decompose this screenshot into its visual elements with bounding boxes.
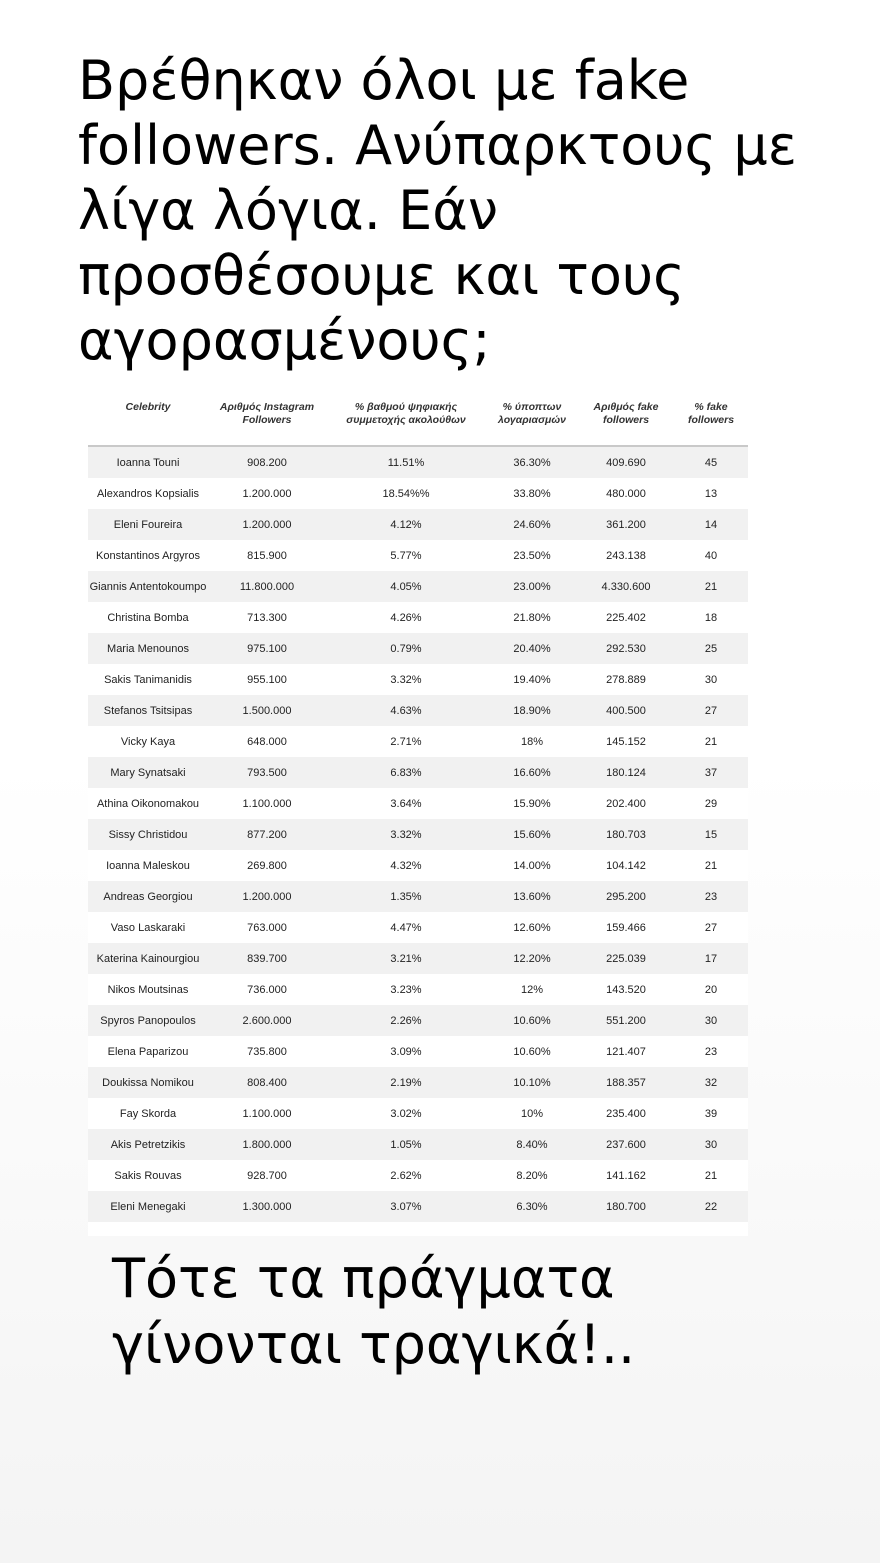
fake-percent-cell: 17: [674, 943, 748, 974]
engagement-cell: 4.63%: [326, 695, 486, 726]
suspicious-cell: 13.60%: [486, 881, 578, 912]
table-row: [88, 1191, 748, 1222]
fake-count-cell: 180.124: [578, 757, 674, 788]
celebrity-cell: Sakis Tanimanidis: [88, 664, 208, 695]
table-row: [88, 664, 748, 695]
suspicious-cell: 12%: [486, 974, 578, 1005]
table-row: [88, 571, 748, 602]
fake-count-cell: 361.200: [578, 509, 674, 540]
engagement-cell: 2.71%: [326, 726, 486, 757]
followers-cell: 975.100: [208, 633, 326, 664]
fake-count-cell: 121.407: [578, 1036, 674, 1067]
table-row: [88, 602, 748, 633]
table-row: [88, 974, 748, 1005]
celebrity-cell: Alexandros Kopsialis: [88, 478, 208, 509]
celebrity-cell: Eleni Menegaki: [88, 1191, 208, 1222]
engagement-cell: 1.35%: [326, 881, 486, 912]
fake-percent-cell: 45: [674, 446, 748, 478]
celebrity-cell: Ioanna Maleskou: [88, 850, 208, 881]
fake-count-cell: 295.200: [578, 881, 674, 912]
engagement-cell: 6.83%: [326, 757, 486, 788]
celebrity-cell: Maria Menounos: [88, 633, 208, 664]
fake-percent-cell: 20: [674, 974, 748, 1005]
header-suspicious-accounts: % ύποπτων λογαριασμών: [486, 398, 578, 446]
followers-cell: 1.300.000: [208, 1191, 326, 1222]
fake-percent-cell: 13: [674, 478, 748, 509]
fake-count-cell: 243.138: [578, 540, 674, 571]
fake-count-cell: 202.400: [578, 788, 674, 819]
engagement-cell: 3.02%: [326, 1098, 486, 1129]
suspicious-cell: 10.10%: [486, 1067, 578, 1098]
fake-count-cell: 278.889: [578, 664, 674, 695]
suspicious-cell: 16.60%: [486, 757, 578, 788]
table-row: [88, 757, 748, 788]
engagement-cell: 2.19%: [326, 1067, 486, 1098]
fake-count-cell: 159.466: [578, 912, 674, 943]
footer-text: Τότε τα πράγματα γίνονται τραγικά!..: [112, 1247, 636, 1376]
engagement-cell: 3.21%: [326, 943, 486, 974]
table-row: [88, 1129, 748, 1160]
table-row: [88, 1005, 748, 1036]
celebrity-cell: Christina Bomba: [88, 602, 208, 633]
header-engagement-rate: % βαθμού ψηφιακής συμμετοχής ακολούθων: [326, 398, 486, 446]
fake-count-cell: 180.703: [578, 819, 674, 850]
suspicious-cell: 10%: [486, 1098, 578, 1129]
suspicious-cell: 15.90%: [486, 788, 578, 819]
followers-cell: 11.800.000: [208, 571, 326, 602]
engagement-cell: 4.05%: [326, 571, 486, 602]
engagement-cell: 4.26%: [326, 602, 486, 633]
fake-percent-cell: 30: [674, 664, 748, 695]
fake-percent-cell: 40: [674, 540, 748, 571]
fake-count-cell: 480.000: [578, 478, 674, 509]
celebrity-cell: Elena Paparizou: [88, 1036, 208, 1067]
celebrity-cell: Athina Oikonomakou: [88, 788, 208, 819]
fake-count-cell: 237.600: [578, 1129, 674, 1160]
celebrity-cell: Giannis Antentokoumpo: [88, 571, 208, 602]
fake-percent-cell: 21: [674, 850, 748, 881]
engagement-cell: 3.23%: [326, 974, 486, 1005]
table-row: [88, 633, 748, 664]
suspicious-cell: 18.90%: [486, 695, 578, 726]
engagement-cell: 3.32%: [326, 819, 486, 850]
suspicious-cell: 10.60%: [486, 1036, 578, 1067]
suspicious-cell: 8.40%: [486, 1129, 578, 1160]
engagement-cell: 2.62%: [326, 1160, 486, 1191]
celebrity-cell: Akis Petretzikis: [88, 1129, 208, 1160]
table-row: [88, 881, 748, 912]
fake-count-cell: 409.690: [578, 446, 674, 478]
followers-cell: 1.500.000: [208, 695, 326, 726]
table-row: [88, 446, 748, 478]
suspicious-cell: 19.40%: [486, 664, 578, 695]
engagement-cell: 4.12%: [326, 509, 486, 540]
followers-cell: 735.800: [208, 1036, 326, 1067]
celebrity-cell: Sissy Christidou: [88, 819, 208, 850]
fake-percent-cell: 27: [674, 695, 748, 726]
engagement-cell: 3.64%: [326, 788, 486, 819]
suspicious-cell: 24.60%: [486, 509, 578, 540]
fake-count-cell: 104.142: [578, 850, 674, 881]
fake-percent-cell: 15: [674, 819, 748, 850]
engagement-cell: 11.51%: [326, 446, 486, 478]
followers-cell: 1.800.000: [208, 1129, 326, 1160]
fake-count-cell: 235.400: [578, 1098, 674, 1129]
fake-count-cell: 143.520: [578, 974, 674, 1005]
fake-count-cell: 4.330.600: [578, 571, 674, 602]
engagement-cell: 3.32%: [326, 664, 486, 695]
fake-count-cell: 188.357: [578, 1067, 674, 1098]
fake-percent-cell: 22: [674, 1191, 748, 1222]
fake-percent-cell: 30: [674, 1129, 748, 1160]
table-row: [88, 850, 748, 881]
header-celebrity: Celebrity: [88, 398, 208, 446]
celebrity-cell: Nikos Moutsinas: [88, 974, 208, 1005]
followers-cell: 1.100.000: [208, 1098, 326, 1129]
table-row: [88, 1160, 748, 1191]
fake-percent-cell: 30: [674, 1005, 748, 1036]
suspicious-cell: 23.00%: [486, 571, 578, 602]
fake-percent-cell: 23: [674, 881, 748, 912]
engagement-cell: 18.54%%: [326, 478, 486, 509]
fake-count-cell: 400.500: [578, 695, 674, 726]
fake-followers-table: [88, 398, 748, 1236]
fake-percent-cell: 14: [674, 509, 748, 540]
followers-cell: 1.200.000: [208, 509, 326, 540]
fake-count-cell: 225.402: [578, 602, 674, 633]
fake-percent-cell: 25: [674, 633, 748, 664]
header-fake-followers-count: Αριθμός fake followers: [578, 398, 674, 446]
celebrity-cell: Stefanos Tsitsipas: [88, 695, 208, 726]
followers-cell: 955.100: [208, 664, 326, 695]
fake-percent-cell: 27: [674, 912, 748, 943]
table-row: [88, 726, 748, 757]
suspicious-cell: 18%: [486, 726, 578, 757]
fake-percent-cell: 21: [674, 726, 748, 757]
table-row: [88, 819, 748, 850]
header-fake-followers-percent: % fake followers: [674, 398, 748, 446]
fake-percent-cell: 32: [674, 1067, 748, 1098]
followers-cell: 763.000: [208, 912, 326, 943]
table-row: [88, 478, 748, 509]
celebrity-cell: Konstantinos Argyros: [88, 540, 208, 571]
suspicious-cell: 36.30%: [486, 446, 578, 478]
engagement-cell: 3.09%: [326, 1036, 486, 1067]
suspicious-cell: 23.50%: [486, 540, 578, 571]
followers-cell: 269.800: [208, 850, 326, 881]
fake-percent-cell: 39: [674, 1098, 748, 1129]
fake-percent-cell: 18: [674, 602, 748, 633]
followers-cell: 1.200.000: [208, 478, 326, 509]
followers-cell: 648.000: [208, 726, 326, 757]
suspicious-cell: 14.00%: [486, 850, 578, 881]
suspicious-cell: 12.60%: [486, 912, 578, 943]
celebrity-cell: Katerina Kainourgiou: [88, 943, 208, 974]
table-row: [88, 540, 748, 571]
fake-percent-cell: 23: [674, 1036, 748, 1067]
engagement-cell: 2.26%: [326, 1005, 486, 1036]
followers-cell: 1.100.000: [208, 788, 326, 819]
fake-percent-cell: 37: [674, 757, 748, 788]
fake-count-cell: 145.152: [578, 726, 674, 757]
engagement-cell: 3.07%: [326, 1191, 486, 1222]
engagement-cell: 4.32%: [326, 850, 486, 881]
fake-percent-cell: 29: [674, 788, 748, 819]
followers-cell: 815.900: [208, 540, 326, 571]
table-row: [88, 943, 748, 974]
table-row: [88, 912, 748, 943]
table-body: [88, 446, 748, 1222]
followers-cell: 793.500: [208, 757, 326, 788]
followers-cell: 2.600.000: [208, 1005, 326, 1036]
suspicious-cell: 20.40%: [486, 633, 578, 664]
suspicious-cell: 33.80%: [486, 478, 578, 509]
fake-count-cell: 225.039: [578, 943, 674, 974]
followers-cell: 713.300: [208, 602, 326, 633]
suspicious-cell: 10.60%: [486, 1005, 578, 1036]
fake-count-cell: 551.200: [578, 1005, 674, 1036]
engagement-cell: 0.79%: [326, 633, 486, 664]
suspicious-cell: 12.20%: [486, 943, 578, 974]
fake-percent-cell: 21: [674, 1160, 748, 1191]
followers-cell: 908.200: [208, 446, 326, 478]
followers-cell: 1.200.000: [208, 881, 326, 912]
celebrity-cell: Spyros Panopoulos: [88, 1005, 208, 1036]
celebrity-cell: Sakis Rouvas: [88, 1160, 208, 1191]
table-row: [88, 1036, 748, 1067]
fake-percent-cell: 21: [674, 571, 748, 602]
celebrity-cell: Vicky Kaya: [88, 726, 208, 757]
suspicious-cell: 21.80%: [486, 602, 578, 633]
celebrity-cell: Fay Skorda: [88, 1098, 208, 1129]
followers-cell: 736.000: [208, 974, 326, 1005]
followers-cell: 877.200: [208, 819, 326, 850]
fake-count-cell: 141.162: [578, 1160, 674, 1191]
table-row: [88, 1098, 748, 1129]
celebrity-cell: Doukissa Nomikou: [88, 1067, 208, 1098]
fake-count-cell: 180.700: [578, 1191, 674, 1222]
engagement-cell: 5.77%: [326, 540, 486, 571]
followers-cell: 928.700: [208, 1160, 326, 1191]
table-row: [88, 788, 748, 819]
engagement-cell: 1.05%: [326, 1129, 486, 1160]
headline-text: Βρέθηκαν όλοι με fake followers. Ανύπαρκτους με λίγα λόγια. Εάν προσθέσουμε και τους αγορασμένους;: [78, 49, 797, 372]
engagement-cell: 4.47%: [326, 912, 486, 943]
celebrity-cell: Vaso Laskaraki: [88, 912, 208, 943]
celebrity-cell: Mary Synatsaki: [88, 757, 208, 788]
celebrity-cell: Ioanna Touni: [88, 446, 208, 478]
table-row: [88, 509, 748, 540]
table-row: [88, 695, 748, 726]
suspicious-cell: 15.60%: [486, 819, 578, 850]
followers-cell: 808.400: [208, 1067, 326, 1098]
table-row: [88, 1067, 748, 1098]
suspicious-cell: 8.20%: [486, 1160, 578, 1191]
fake-count-cell: 292.530: [578, 633, 674, 664]
followers-cell: 839.700: [208, 943, 326, 974]
suspicious-cell: 6.30%: [486, 1191, 578, 1222]
header-instagram-followers: Αριθμός Instagram Followers: [208, 398, 326, 446]
celebrity-cell: Andreas Georgiou: [88, 881, 208, 912]
celebrity-cell: Eleni Foureira: [88, 509, 208, 540]
table-header-row: [88, 398, 748, 446]
